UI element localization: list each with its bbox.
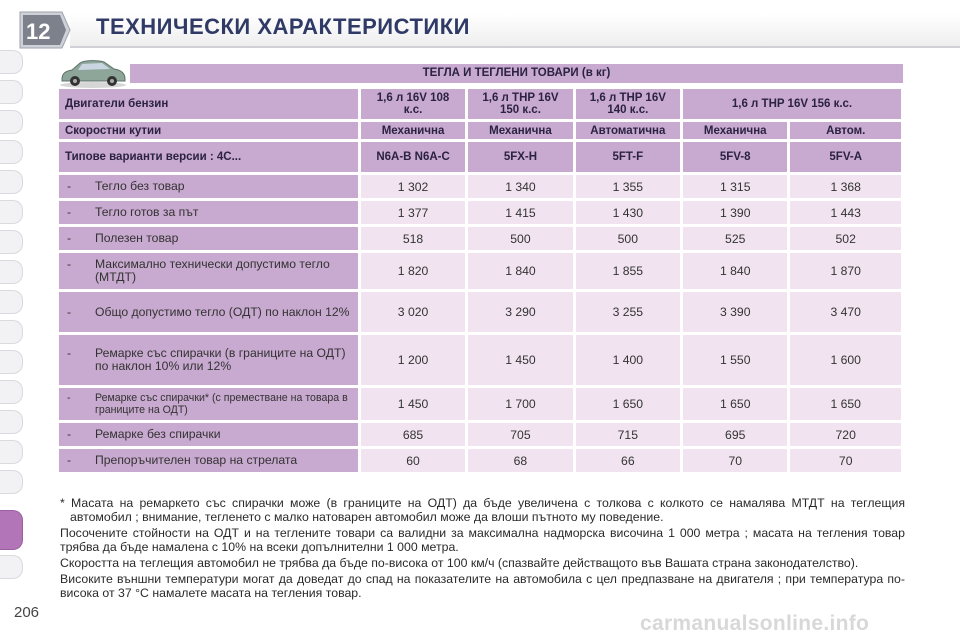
table-title: ТЕГЛА И ТЕГЛЕНИ ТОВАРИ (в кг) bbox=[130, 64, 903, 83]
page-title: ТЕХНИЧЕСКИ ХАРАКТЕРИСТИКИ bbox=[96, 14, 470, 39]
value-cell: 1 200 bbox=[361, 335, 465, 385]
chapter-tab[interactable] bbox=[0, 80, 23, 104]
table-row bbox=[59, 335, 901, 385]
value-cell: 60 bbox=[361, 449, 465, 472]
weights-table bbox=[56, 86, 904, 475]
table-row bbox=[59, 388, 901, 420]
value-cell: 1 550 bbox=[683, 335, 787, 385]
version-cell: 5FX-H bbox=[468, 142, 572, 172]
value-cell: 1 443 bbox=[790, 201, 901, 224]
version-cell: 5FT-F bbox=[576, 142, 680, 172]
engine-row bbox=[59, 89, 901, 119]
version-row bbox=[59, 142, 901, 172]
chapter-tab[interactable] bbox=[0, 350, 23, 374]
chapter-tab[interactable] bbox=[0, 200, 23, 224]
gearbox-row-header: Скоростни кутии bbox=[59, 122, 358, 139]
value-cell: 1 355 bbox=[576, 175, 680, 198]
chapter-tab[interactable] bbox=[0, 320, 23, 344]
value-cell: 1 368 bbox=[790, 175, 901, 198]
row-label-cell bbox=[59, 335, 358, 385]
value-cell: 1 377 bbox=[361, 201, 465, 224]
value-cell: 1 820 bbox=[361, 253, 465, 289]
row-dash: - bbox=[67, 427, 72, 441]
notes-section bbox=[60, 496, 905, 602]
footnote-asterisk: * Масата на ремаркето със спирачки може (в границите на ОДТ) да бъде увеличена с толкова с колкото се намалява МТДТ на теглещия автомобил ; внимание, тегленето с малко натоварен автомобил може да влоши пътното му поведение. bbox=[60, 496, 905, 524]
row-dash: - bbox=[67, 257, 72, 271]
row-label: Тегло без товар bbox=[95, 179, 185, 193]
row-label-cell bbox=[59, 292, 358, 332]
table-row bbox=[59, 292, 901, 332]
note-paragraph: Скоростта на теглещия автомобил не трябва да бъде по-висока от 100 км/ч (спазвайте действащото във Вашата страна законодателство). bbox=[60, 556, 859, 570]
watermark: carmanualsonline.info bbox=[640, 612, 870, 635]
value-cell: 502 bbox=[790, 227, 901, 250]
row-label: Общо допустимо тегло (ОДТ) по наклон 12% bbox=[95, 304, 350, 319]
value-cell: 1 700 bbox=[468, 388, 572, 420]
row-dash: - bbox=[67, 179, 72, 193]
note-paragraph: Посочените стойности на ОДТ и на теглените товари са валидни за максимална надморска височина 1 000 метра ; масата на тегления товар трябва да бъде намалена с 10% на всеки допълнителни 1 000 метра. bbox=[60, 526, 905, 554]
row-label-cell bbox=[59, 253, 358, 289]
gearbox-cell: Механична bbox=[468, 122, 572, 139]
row-label: Ремарке със спирачки* (с преместване на товара в границите на ОДТ) bbox=[95, 392, 348, 416]
value-cell: 1 415 bbox=[468, 201, 572, 224]
chapter-tab[interactable] bbox=[0, 260, 23, 284]
row-label-cell bbox=[59, 449, 358, 472]
row-label-cell bbox=[59, 388, 358, 420]
table-row bbox=[59, 201, 901, 224]
value-cell: 500 bbox=[468, 227, 572, 250]
chapter-tab[interactable] bbox=[0, 110, 23, 134]
version-row-header: Типове варианти версии : 4C... bbox=[59, 142, 358, 172]
value-cell: 525 bbox=[683, 227, 787, 250]
chapter-tab[interactable] bbox=[0, 440, 23, 464]
value-cell: 1 840 bbox=[468, 253, 572, 289]
value-cell: 1 650 bbox=[576, 388, 680, 420]
value-cell: 695 bbox=[683, 423, 787, 446]
value-cell: 1 450 bbox=[468, 335, 572, 385]
row-label-cell bbox=[59, 423, 358, 446]
chapter-tab-rail bbox=[0, 0, 40, 640]
value-cell: 1 600 bbox=[790, 335, 901, 385]
value-cell: 1 650 bbox=[683, 388, 787, 420]
value-cell: 685 bbox=[361, 423, 465, 446]
chapter-tab-active[interactable] bbox=[0, 510, 23, 550]
chapter-tab[interactable] bbox=[0, 555, 23, 579]
chapter-number: 12 bbox=[26, 19, 51, 44]
row-label: Ремарке без спирачки bbox=[95, 427, 221, 441]
gearbox-cell: Автоматична bbox=[576, 122, 680, 139]
page-number: 206 bbox=[14, 604, 40, 621]
chapter-tab[interactable] bbox=[0, 50, 23, 74]
row-label: Тегло готов за път bbox=[95, 205, 199, 219]
car-icon bbox=[58, 55, 128, 89]
value-cell: 1 650 bbox=[790, 388, 901, 420]
value-cell: 1 855 bbox=[576, 253, 680, 289]
row-dash: - bbox=[67, 304, 72, 319]
value-cell: 3 290 bbox=[468, 292, 572, 332]
chapter-badge-icon bbox=[14, 8, 74, 52]
row-dash: - bbox=[67, 453, 72, 467]
value-cell: 3 470 bbox=[790, 292, 901, 332]
engine-cell: 1,6 л 16V 108 к.с. bbox=[361, 89, 465, 119]
table-row bbox=[59, 175, 901, 198]
version-cell: 5FV-8 bbox=[683, 142, 787, 172]
value-cell: 1 870 bbox=[790, 253, 901, 289]
gearbox-cell: Автом. bbox=[790, 122, 901, 139]
value-cell: 1 450 bbox=[361, 388, 465, 420]
value-cell: 70 bbox=[790, 449, 901, 472]
chapter-tab[interactable] bbox=[0, 470, 23, 494]
row-label: Ремарке със спирачки (в границите на ОДТ) по наклон 10% или 12% bbox=[95, 346, 346, 373]
row-dash: - bbox=[67, 346, 72, 360]
value-cell: 500 bbox=[576, 227, 680, 250]
engine-row-header: Двигатели бензин bbox=[59, 89, 358, 119]
row-label-cell bbox=[59, 175, 358, 198]
value-cell: 1 390 bbox=[683, 201, 787, 224]
chapter-tab[interactable] bbox=[0, 290, 23, 314]
value-cell: 720 bbox=[790, 423, 901, 446]
value-cell: 1 840 bbox=[683, 253, 787, 289]
value-cell: 1 340 bbox=[468, 175, 572, 198]
row-label: Максимално технически допустимо тегло (МТДТ) bbox=[95, 257, 330, 284]
value-cell: 66 bbox=[576, 449, 680, 472]
table-row bbox=[59, 423, 901, 446]
value-cell: 1 302 bbox=[361, 175, 465, 198]
engine-cell: 1,6 л THP 16V 140 к.с. bbox=[576, 89, 680, 119]
version-cell: 5FV-A bbox=[790, 142, 901, 172]
row-label-cell bbox=[59, 227, 358, 250]
value-cell: 3 390 bbox=[683, 292, 787, 332]
engine-cell: 1,6 л THP 16V 156 к.с. bbox=[683, 89, 901, 119]
value-cell: 518 bbox=[361, 227, 465, 250]
table-row bbox=[59, 449, 901, 472]
engine-cell: 1,6 л THP 16V 150 к.с. bbox=[468, 89, 572, 119]
row-label: Полезен товар bbox=[95, 231, 179, 245]
chapter-tab[interactable] bbox=[0, 140, 23, 164]
gearbox-cell: Механична bbox=[361, 122, 465, 139]
table-row bbox=[59, 227, 901, 250]
value-cell: 3 255 bbox=[576, 292, 680, 332]
gearbox-cell: Механична bbox=[683, 122, 787, 139]
chapter-tab[interactable] bbox=[0, 380, 23, 404]
value-cell: 1 315 bbox=[683, 175, 787, 198]
chapter-tab[interactable] bbox=[0, 230, 23, 254]
value-cell: 715 bbox=[576, 423, 680, 446]
note-paragraph: Високите външни температури могат да доведат до спад на показателите на автомобила с цел предпазване на двигателя ; при температура по-висока от 37 °C намалете масата на тегления товар. bbox=[60, 572, 905, 600]
version-cell: N6A-B N6A-C bbox=[361, 142, 465, 172]
gearbox-row bbox=[59, 122, 901, 139]
row-dash: - bbox=[67, 205, 72, 219]
row-label: Препоръчителен товар на стрелата bbox=[95, 453, 298, 467]
table-row bbox=[59, 253, 901, 289]
chapter-tab[interactable] bbox=[0, 410, 23, 434]
value-cell: 1 430 bbox=[576, 201, 680, 224]
value-cell: 3 020 bbox=[361, 292, 465, 332]
row-label-cell bbox=[59, 201, 358, 224]
value-cell: 705 bbox=[468, 423, 572, 446]
value-cell: 68 bbox=[468, 449, 572, 472]
row-dash: - bbox=[67, 231, 72, 245]
value-cell: 70 bbox=[683, 449, 787, 472]
row-dash: - bbox=[67, 392, 71, 404]
value-cell: 1 400 bbox=[576, 335, 680, 385]
chapter-tab[interactable] bbox=[0, 170, 23, 194]
